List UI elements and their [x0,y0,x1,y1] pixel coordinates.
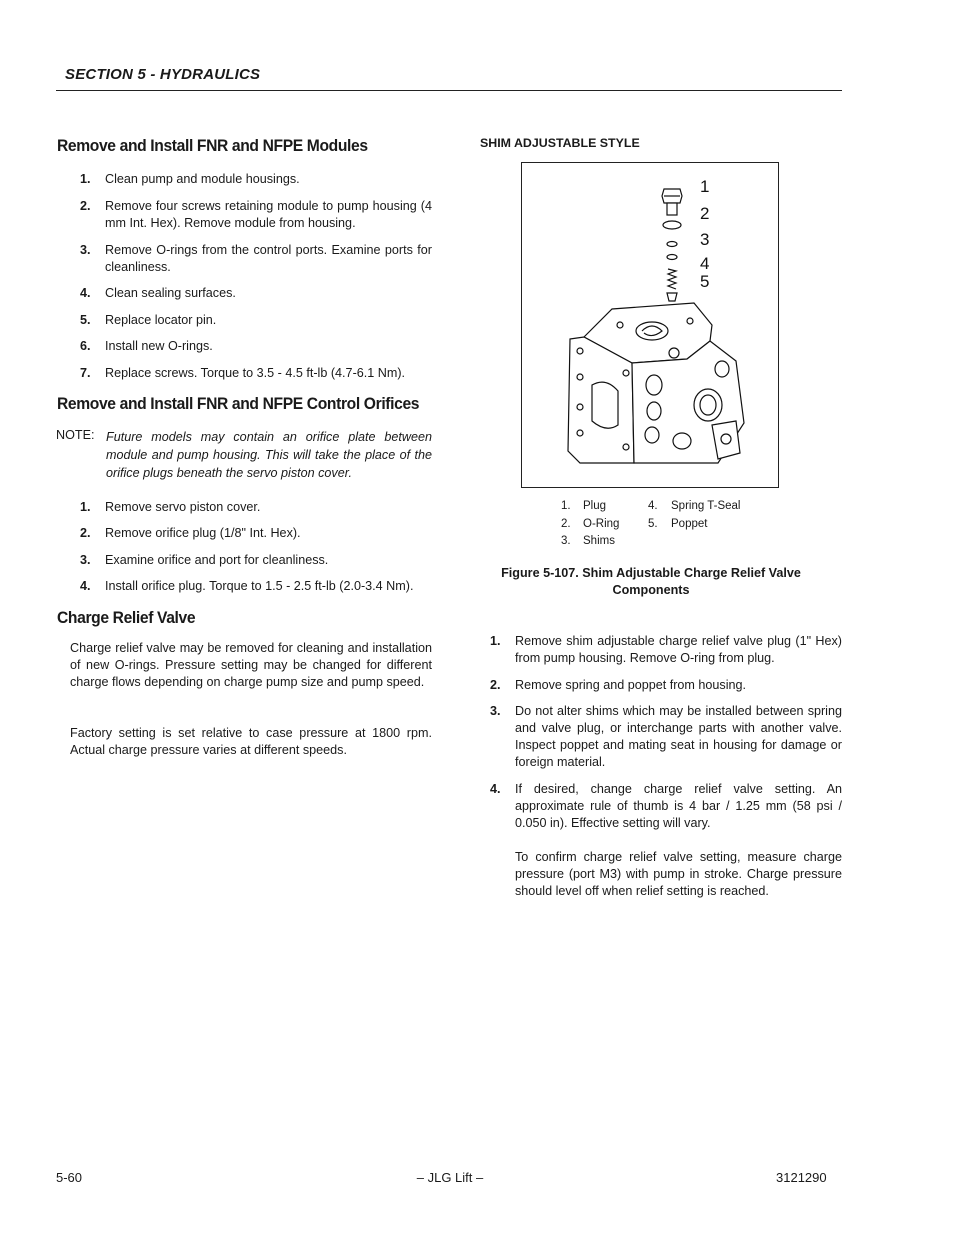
legend-label: Poppet [671,518,708,530]
note-text: Future models may contain an orifice plate between module and pump housing. This will take the place of the orifice plugs beneath the servo piston cover. [106,430,432,480]
figure-frame [521,162,779,488]
note-label: NOTE: [56,428,95,442]
header-rule [56,90,842,91]
paragraph: Charge relief valve may be removed for cleaning and installation of new O-rings. Pressure setting may be changed for different charge flows depending on charge pump size and pump speed. [70,641,432,689]
legend-label: Plug [583,500,607,512]
section-header: SECTION 5 - HYDRAULICS [65,66,261,83]
legend-num: 2. [561,518,571,530]
figure-title: SHIM ADJUSTABLE STYLE [480,136,640,150]
footer-center: – JLG Lift – [416,1170,484,1185]
heading-control-orifices: Remove and Install FNR and NFPE Control Orifices [57,394,420,413]
callout-1: 1 [700,177,710,196]
legend-label: Shims [583,535,615,547]
callout-2: 2 [700,204,710,223]
legend-num: 5. [648,518,658,530]
legend-num: 1. [561,500,571,512]
callout-5: 5 [700,272,710,291]
charge-relief-valve-illustration [522,163,778,487]
callout-3: 3 [700,230,710,249]
legend-num: 3. [561,535,571,547]
paragraph: Factory setting is set relative to case pressure at 1800 rpm. Actual charge pressure varies at different speeds. [70,726,432,757]
legend-label: O-Ring [583,518,620,530]
paragraph: To confirm charge relief valve setting, measure charge pressure (port M3) with pump in stroke. Charge pressure should level off when relief setting is reached. [515,850,842,898]
legend-num: 4. [648,500,658,512]
figure-caption: Figure 5-107. Shim Adjustable Charge Relief Valve Components [501,566,801,597]
legend-label: Spring T-Seal [671,500,741,512]
heading-remove-install-modules: Remove and Install FNR and NFPE Modules [57,136,368,155]
heading-charge-relief-valve: Charge Relief Valve [57,608,196,627]
page-number: 5-60 [56,1170,83,1185]
document-number: 3121290 [776,1170,827,1185]
callout-4: 4 [700,254,710,273]
